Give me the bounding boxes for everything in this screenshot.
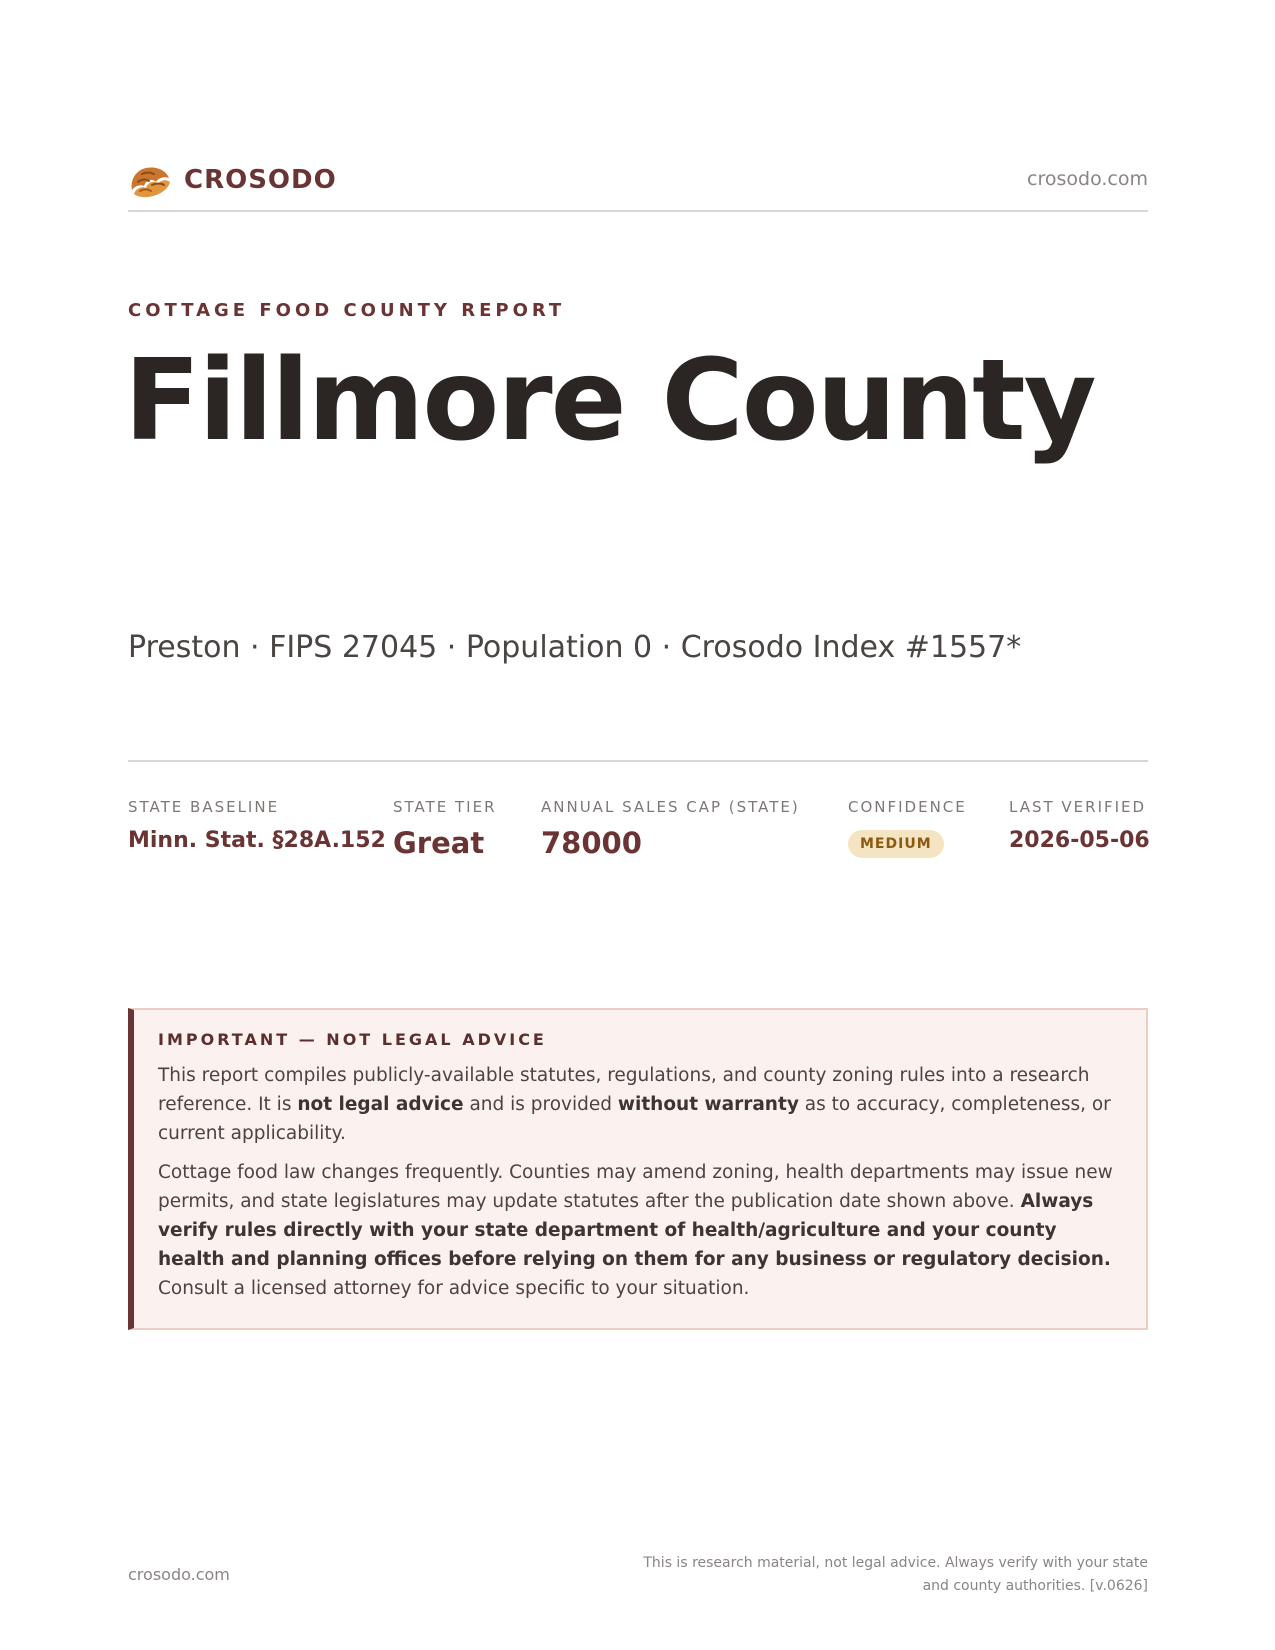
fact-sales-cap — [541, 798, 800, 860]
notice-paragraph-1 — [158, 1061, 1120, 1148]
fact-value: 78000 — [541, 826, 642, 860]
footer-disclaimer-line: and county authorities. [v.0626] — [922, 1578, 1148, 1594]
notice-text: and is provided — [463, 1094, 618, 1115]
notice-emphasis: not legal advice — [297, 1094, 464, 1115]
confidence-badge: MEDIUM — [848, 830, 944, 858]
fact-label: STATE TIER — [393, 798, 497, 816]
notice-text: as to accuracy, completeness, or current applicability. — [158, 1094, 1111, 1144]
notice-paragraph-2 — [158, 1158, 1120, 1303]
section-divider — [128, 760, 1148, 762]
brand[interactable] — [128, 160, 337, 200]
facts-row — [128, 798, 1148, 878]
fact-label: STATE BASELINE — [128, 798, 280, 816]
notice-text: Cottage food law changes frequently. Counties may amend zoning, health departments may issue new permits, and state legislatures may update statutes after the publication date shown above. — [158, 1162, 1113, 1212]
report-eyebrow: COTTAGE FOOD COUNTY REPORT — [128, 300, 566, 321]
page-header — [128, 158, 1148, 212]
fact-last-verified — [1009, 798, 1150, 853]
fact-value: 2026-05-06 — [1009, 828, 1150, 853]
notice-emphasis: Always verify rules directly with your state department of health/agriculture and your county health and planning offices before relying on them for any business or regulatory decision. — [158, 1191, 1111, 1270]
footer-disclaimer — [628, 1552, 1148, 1598]
fact-confidence — [848, 798, 967, 858]
fact-state-baseline — [128, 798, 386, 853]
site-url-link[interactable]: crosodo.com — [1027, 168, 1148, 190]
page-title: Fillmore County — [124, 336, 1095, 466]
notice-text: This report compiles publicly-available statutes, regulations, and county zoning rules into a research reference. It is — [158, 1065, 1090, 1115]
county-subtitle: Preston · FIPS 27045 · Population 0 · Crosodo Index #1557* — [128, 630, 1022, 665]
notice-title: IMPORTANT — NOT LEGAL ADVICE — [158, 1030, 547, 1049]
report-page — [124, 0, 1150, 1650]
fact-value: Great — [393, 826, 485, 860]
footer-site-url[interactable]: crosodo.com — [128, 1565, 230, 1584]
notice-text: Consult a licensed attorney for advice specific to your situation. — [158, 1278, 750, 1299]
brand-name: CROSODO — [184, 165, 337, 195]
footer-disclaimer-line: This is research material, not legal advice. Always verify with your state — [643, 1555, 1148, 1571]
legal-notice — [128, 1008, 1148, 1330]
notice-emphasis: without warranty — [617, 1094, 799, 1115]
fact-label: ANNUAL SALES CAP (STATE) — [541, 798, 800, 816]
croissant-icon — [128, 160, 172, 200]
fact-label: CONFIDENCE — [848, 798, 967, 816]
fact-value: Minn. Stat. §28A.152 — [128, 828, 386, 853]
fact-label: LAST VERIFIED — [1009, 798, 1147, 816]
fact-state-tier — [393, 798, 497, 860]
